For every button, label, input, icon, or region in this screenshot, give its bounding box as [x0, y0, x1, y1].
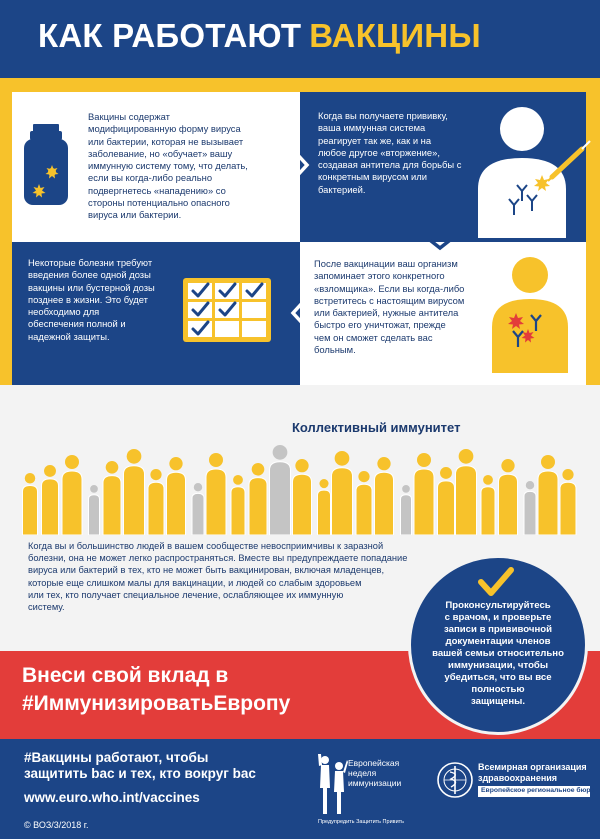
person-icon [23, 473, 38, 535]
person-icon [481, 475, 495, 535]
title-part-2: ВАКЦИНЫ [309, 17, 481, 54]
vial-description: Вакцины содержат модифицированную форму вируса или бактерии, которая не вызывает заболевание, но «обучает» вашу иммунную систему тому, что делать, если вы когда-либо реально подвергнетесь «нападению» со стороны потенциально опасного вируса или бактерии. [88, 111, 248, 221]
header-accent-bar [0, 78, 600, 92]
cta-line-1: Внеси свой вклад в [22, 664, 229, 687]
immunization-week-tagline: Предупредить Защитить Привить [318, 819, 405, 825]
person-icon [560, 469, 576, 535]
person-icon [293, 459, 312, 535]
title-part-1: КАК РАБОТАЮТ [38, 17, 302, 54]
person-icon [356, 471, 372, 535]
person-icon [167, 457, 186, 535]
person-icon [231, 475, 245, 535]
person-icon [62, 455, 82, 535]
vulnerable-person-icon [401, 485, 412, 535]
cta-hashtag: #ИммунизироватьЕвропу [22, 692, 291, 715]
person-icon [332, 451, 353, 535]
person-icon [538, 455, 558, 535]
footer-website-link[interactable]: www.euro.who.int/vaccines [24, 790, 200, 805]
injection-description: Когда вы получаете прививку, ваша иммунная система реагирует так же, как и на любое другое «вторжение», создавая антитела для борьбы с конкретным вирусом или бактерией. [318, 110, 462, 195]
who-regional-office-badge [478, 786, 595, 797]
person-icon [414, 453, 434, 535]
protected-person-icon [478, 255, 578, 373]
person-icon [318, 479, 331, 535]
memory-description: После вакцинации ваш организм запоминает этого конкретного «взломщика». Если вы когда-либо встретитесь с настоящим вирусом или бактерией, нужные антитела быстро его уничтожат, прежде чем он сможет сделать вас больным. [314, 258, 465, 356]
person-icon [103, 461, 121, 535]
footer-copyright: © ВОЗ/3/2018 г. [24, 820, 89, 830]
footer-slogan-line-2: защитить bac и тех, кто вокруг bac [24, 766, 256, 781]
vulnerable-person-icon [89, 485, 100, 535]
chevron-right-icon [293, 150, 311, 180]
person-injection-icon [470, 103, 595, 238]
immunization-week-name: Европейская неделя иммунизации [348, 758, 402, 788]
herd-immunity-title: Коллективный иммунитет [292, 420, 461, 435]
herd-immunity-description: Когда вы и большинство людей в вашем сообществе невосприимчивы к заразной болезни, она не может легко распространяться. Вместе вы предупреждаете попадание вируса или бактерий в тех, кто не может быть вакцинирован, включая младенцев, которые еще слишком малы для вакцинации, и людей со слабым здоровьем или тех, кто получает специальное лечение, ослабляющее их иммунную систему. [28, 541, 408, 613]
person-icon [42, 465, 59, 535]
checklist-icon [183, 278, 271, 342]
check-mark-icon [476, 565, 516, 599]
booster-description: Некоторые болезни требуют введения более одной дозы вакцины или бустерной дозы позднее в жизни. Это будет необходимо для обеспечения полной и надежной защиты. [28, 257, 155, 342]
person-icon [375, 457, 394, 535]
vaccine-vial-icon [22, 124, 70, 206]
who-name: Всемирная организация здравоохранения [478, 762, 587, 783]
vulnerable-person-icon [270, 445, 291, 535]
person-icon [206, 453, 226, 535]
who-regional-office-label: Европейское региональное бюро [481, 787, 595, 794]
footer-slogan-line-1: #Вакцины работают, чтобы [24, 750, 209, 765]
person-icon [456, 449, 477, 535]
person-icon [438, 467, 455, 535]
page-title [38, 17, 481, 55]
consult-doctor-text: Проконсультируйтесь с врачом, и проверьте записи в прививочной документации членов вашей семьи относительно иммунизации, чтобы убедиться, что вы все полностью защищены. [432, 600, 564, 707]
vulnerable-person-icon [524, 481, 536, 535]
crowd-illustration [20, 435, 580, 535]
who-emblem-icon [436, 761, 474, 799]
person-icon [148, 469, 164, 535]
immunization-week-logo-icon [318, 752, 348, 816]
vulnerable-person-icon [192, 483, 204, 535]
chevron-left-icon [289, 298, 307, 328]
left-accent-strip [0, 92, 12, 385]
person-icon [499, 459, 518, 535]
person-icon [249, 463, 267, 535]
person-icon [124, 449, 145, 535]
chevron-down-icon [423, 234, 457, 252]
